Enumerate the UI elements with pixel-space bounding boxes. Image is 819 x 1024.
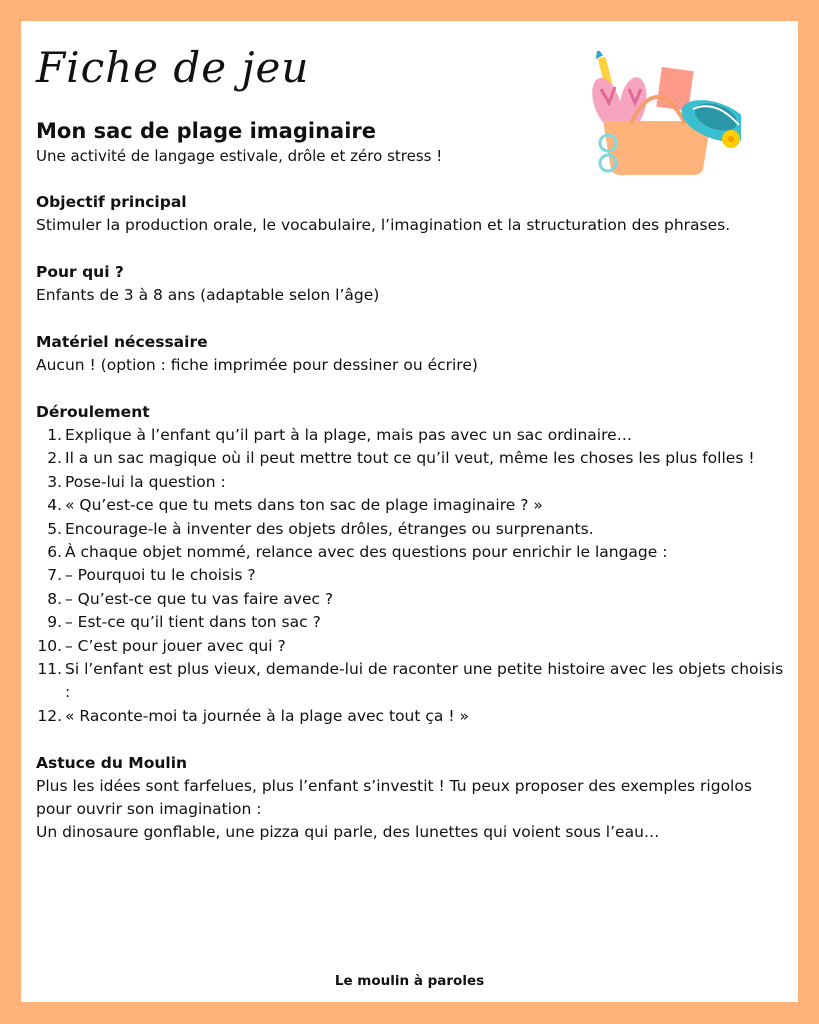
section-materiel — [36, 331, 791, 377]
list-item: 11. Si l’enfant est plus vieux, demande-lui de raconter une petite histoire avec les objets choisis : — [37, 660, 784, 702]
list-item: 1. Explique à l’enfant qu’il part à la plage, mais pas avec un sac ordinaire… — [47, 426, 633, 444]
section-title: Déroulement — [36, 403, 150, 421]
section-body: Plus les idées sont farfelues, plus l’enfant s’investit ! Tu peux proposer des exemples rigolos pour ouvrir son imagination : — [36, 777, 752, 819]
section-astuce — [36, 752, 791, 844]
step-text: Si l’enfant est plus vieux, demande-lui de raconter une petite histoire avec les objets choisis : — [65, 660, 784, 702]
step-text: – C’est pour jouer avec qui ? — [65, 636, 286, 655]
section-title: Pour qui ? — [36, 263, 124, 281]
step-text: – Qu’est-ce que tu vas faire avec ? — [65, 589, 334, 608]
step-text: Explique à l’enfant qu’il part à la plage, mais pas avec un sac ordinaire… — [65, 426, 633, 444]
section-title: Astuce du Moulin — [36, 754, 188, 773]
section-title: Objectif principal — [36, 193, 187, 211]
step-text: « Raconte-moi ta journée à la plage avec tout ça ! » — [65, 706, 469, 725]
list-item: 10. – C’est pour jouer avec qui ? — [37, 636, 286, 655]
step-text: – Est-ce qu’il tient dans ton sac ? — [65, 613, 321, 632]
section-body: Un dinosaure gonflable, une pizza qui parle, des lunettes qui voient sous l’eau… — [36, 823, 660, 842]
list-item: 8. – Qu’est-ce que tu vas faire avec ? — [47, 589, 334, 608]
section-body: Enfants de 3 à 8 ans (adaptable selon l’âge) — [36, 286, 380, 304]
step-text: À chaque objet nommé, relance avec des questions pour enrichir le langage : — [65, 543, 668, 562]
step-text: – Pourquoi tu le choisis ? — [65, 566, 256, 585]
activity-title: Mon sac de plage imaginaire — [36, 119, 376, 143]
list-item: 9. – Est-ce qu’il tient dans ton sac ? — [47, 613, 321, 632]
activity-subtitle: Une activité de langage estivale, drôle et zéro stress ! — [36, 147, 443, 165]
list-item: 7. – Pourquoi tu le choisis ? — [47, 566, 256, 585]
document-page — [21, 21, 798, 1002]
list-item: 5. Encourage-le à inventer des objets drôles, étranges ou surprenants. — [47, 519, 594, 538]
script-title: Fiche de jeu — [36, 43, 310, 92]
step-text: Pose-lui la question : — [65, 472, 226, 491]
section-objectif — [36, 191, 791, 237]
list-item: 4. « Qu’est-ce que tu mets dans ton sac de plage imaginaire ? » — [47, 496, 543, 515]
section-title: Matériel nécessaire — [36, 333, 208, 351]
section-public — [36, 261, 791, 307]
section-body: Aucun ! (option : fiche imprimée pour dessiner ou écrire) — [36, 356, 478, 374]
footer-brand: Le moulin à paroles — [334, 973, 485, 989]
content — [36, 117, 791, 844]
list-item: 6. À chaque objet nommé, relance avec des questions pour enrichir le langage : — [47, 543, 668, 562]
list-item: 3. Pose-lui la question : — [47, 472, 226, 491]
step-text: Il a un sac magique où il peut mettre tout ce qu’il veut, même les choses les plus folles ! — [65, 449, 755, 468]
list-item: 12. « Raconte-moi ta journée à la plage avec tout ça ! » — [37, 706, 469, 725]
section-body: Stimuler la production orale, le vocabulaire, l’imagination et la structuration des phrases. — [36, 216, 731, 234]
steps-list — [36, 424, 791, 728]
list-item: 2. Il a un sac magique où il peut mettre tout ce qu’il veut, même les choses les plus folles ! — [47, 449, 755, 468]
step-text: Encourage-le à inventer des objets drôles, étranges ou surprenants. — [65, 519, 594, 538]
section-deroulement — [36, 401, 791, 728]
step-text: « Qu’est-ce que tu mets dans ton sac de plage imaginaire ? » — [65, 496, 543, 515]
